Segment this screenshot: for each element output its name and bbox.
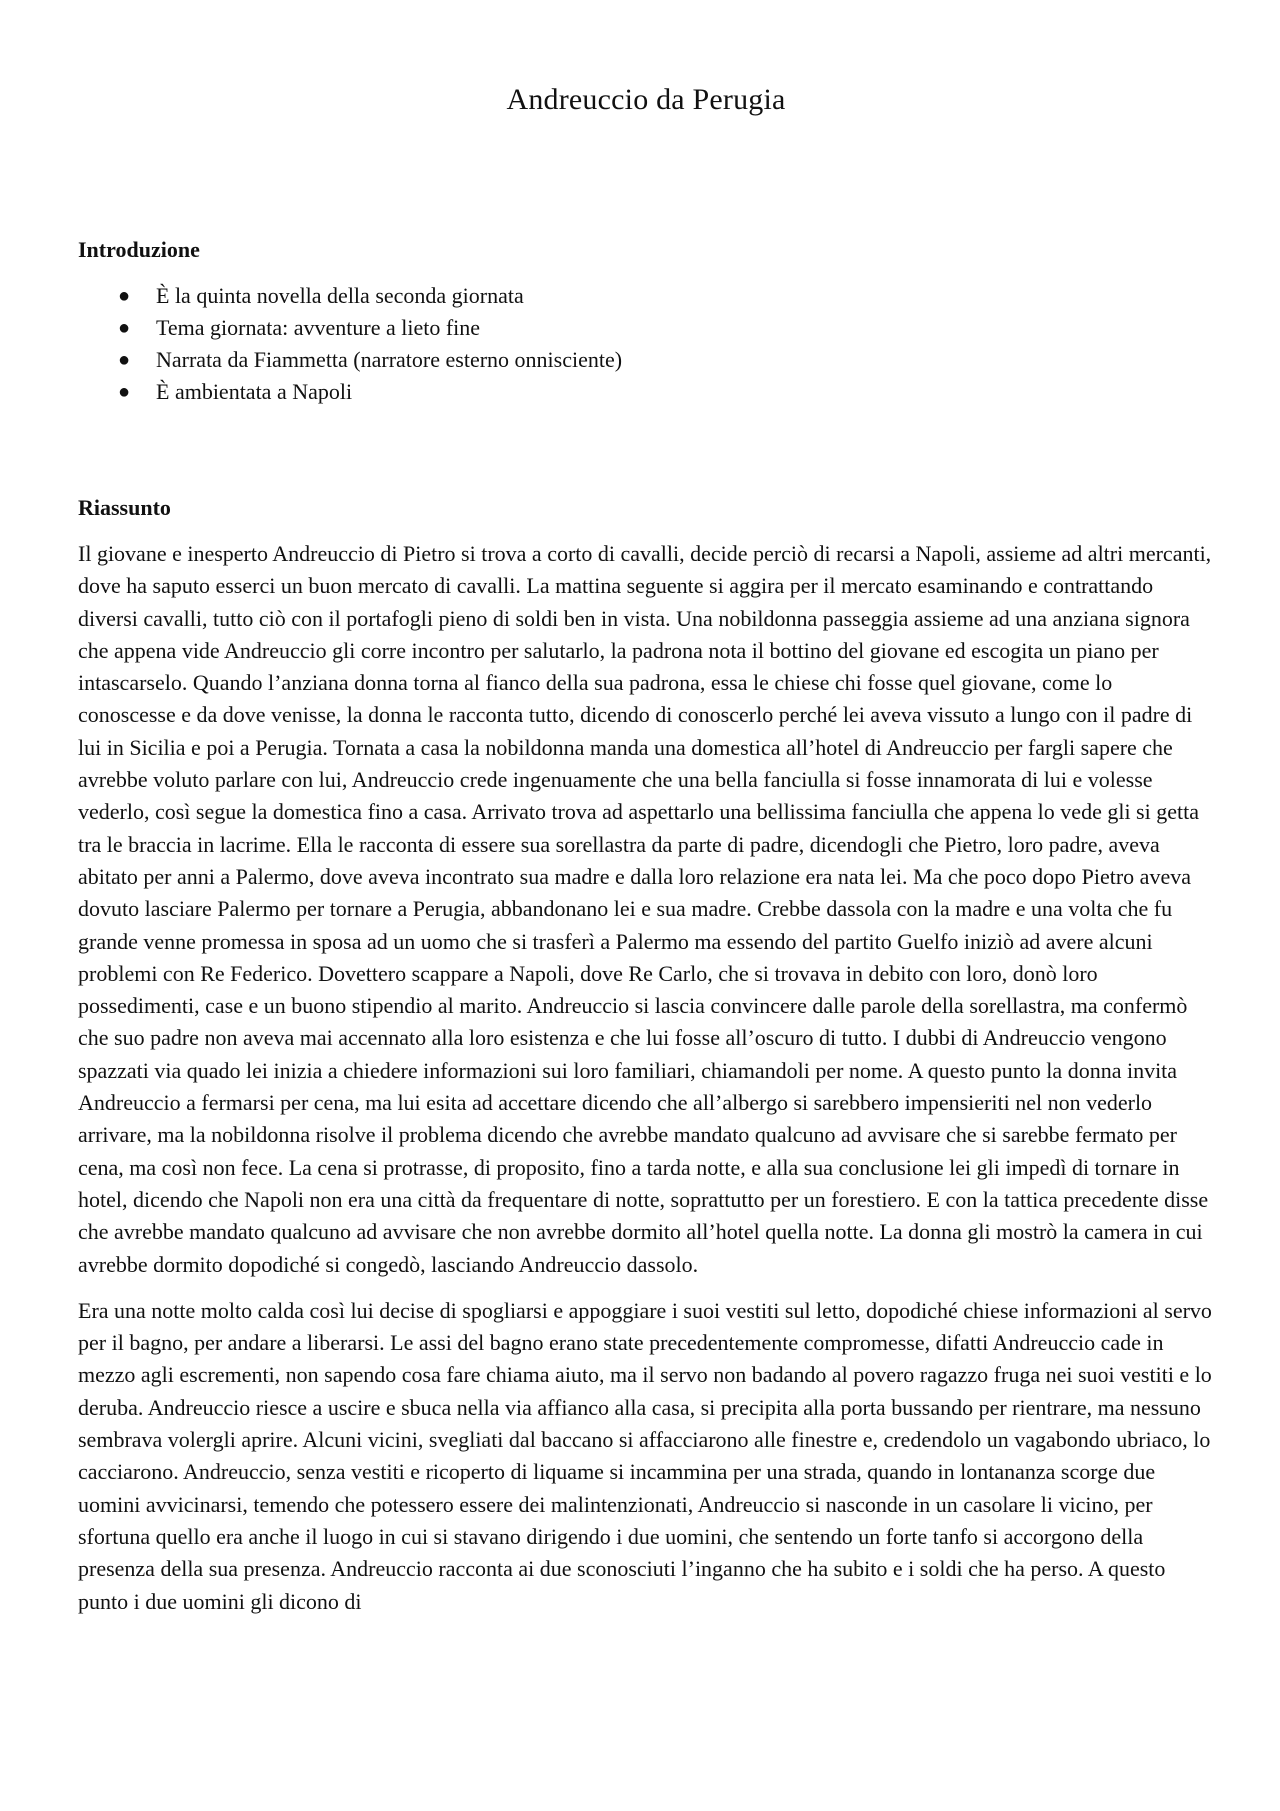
document-page — [78, 76, 1214, 1618]
bullet-icon: ● — [118, 285, 131, 307]
list-item — [78, 312, 1214, 344]
document-title: Andreuccio da Perugia — [506, 83, 786, 116]
list-item-text: Narrata da Fiammetta (narratore esterno onnisciente) — [156, 347, 623, 372]
riassunto-paragraph-1: Il giovane e inesperto Andreuccio di Pietro si trova a corto di cavalli, decide perciò di recarsi a Napoli, assieme ad altri mercanti, dove ha saputo esserci un buon mercato di cavalli. La mattina seguente si aggira per il mercato esaminando e contrattando diversi cavalli, tutto ciò con il portafogli pieno di soldi ben in vista. Una nobildonna passeggia assieme ad una anziana signora che appena vide Andreuccio gli corre incontro per salutarlo, la padrona nota il bottino del giovane ed escogita un piano per intascarselo. Quando l’anziana donna torna al fianco della sua padrona, essa le chiese chi fosse quel giovane, come lo conoscesse e da dove venisse, la donna le racconta tutto, dicendo di conoscerlo perché lei aveva vissuto a lungo con il padre di lui in Sicilia e poi a Perugia. Tornata a casa la nobildonna manda una domestica all’hotel di Andreuccio per fargli sapere che avrebbe voluto parlare con lui, Andreuccio crede ingenuamente che una bella fanciulla si fosse innamorata di lui e volesse vederlo, così segue la domestica fino a casa. Arrivato trova ad aspettarlo una bellissima fanciulla che appena lo vede gli si getta tra le braccia in lacrime. Ella le racconta di essere sua sorellastra da parte di padre, dicendogli che Pietro, loro padre, aveva abitato per anni a Palermo, dove aveva incontrato sua madre e dalla loro relazione era nata lei. Ma che poco dopo Pietro aveva dovuto lasciare Palermo per tornare a Perugia, abbandonano lei e sua madre. Crebbe dassola con la madre e una volta che fu grande venne promessa in sposa ad un uomo che si trasferì a Palermo ma essendo del partito Guelfo iniziò ad avere alcuni problemi con Re Federico. Dovettero scappare a Napoli, dove Re Carlo, che si trovava in debito con loro, donò loro possedimenti, case e un buono stipendio al marito. Andreuccio si lascia convincere dalle parole della sorellastra, ma confermò che suo padre non aveva mai accennato alla loro esistenza e che lui fosse all’oscuro di tutto. I dubbi di Andreuccio vengono spazzati via quado lei inizia a chiedere informazioni sui loro familiari, chiamandoli per nome. A questo punto la donna invita Andreuccio a fermarsi per cena, ma lui esita ad accettare dicendo che all’albergo si sarebbero impensieriti nel non vederlo arrivare, ma la nobildonna risolve il problema dicendo che avrebbe mandato qualcuno ad avvisare che si sarebbe fermato per cena, ma così non fece. La cena si protrasse, di proposito, fino a tarda notte, e alla sua conclusione lei gli impedì di tornare in hotel, dicendo che Napoli non era una città da frequentare di notte, soprattutto per un forestiero. E con la tattica precedente disse che avrebbe mandato qualcuno ad avvisare che non avrebbe dormito all’hotel quella notte. La donna gli mostrò la camera in cui avrebbe dormito dopodiché si congedò, lasciando Andreuccio dassolo. — [78, 541, 1212, 1277]
list-item — [78, 280, 1214, 312]
list-item-text: Tema giornata: avventure a lieto fine — [156, 315, 481, 340]
list-item-text: È la quinta novella della seconda giornata — [156, 283, 524, 308]
bullet-icon: ● — [118, 317, 131, 339]
list-item — [78, 376, 1214, 408]
introduzione-list — [78, 280, 1214, 408]
bullet-icon: ● — [118, 349, 131, 371]
section-heading-riassunto: Riassunto — [78, 495, 171, 520]
bullet-icon: ● — [118, 381, 131, 403]
riassunto-paragraph-2: Era una notte molto calda così lui decise di spogliarsi e appoggiare i suoi vestiti sul letto, dopodiché chiese informazioni al servo per il bagno, per andare a liberarsi. Le assi del bagno erano state precedentemente compromesse, difatti Andreuccio cade in mezzo agli escrementi, non sapendo cosa fare chiama aiuto, ma il servo non badando al povero ragazzo fruga nei suoi vestiti e lo deruba. Andreuccio riesce a uscire e sbuca nella via affianco alla casa, si precipita alla porta bussando per rientrare, ma nessuno sembrava volergli aprire. Alcuni vicini, svegliati dal baccano si affacciarono alle finestre e, credendolo un vagabondo ubriaco, lo cacciarono. Andreuccio, senza vestiti e ricoperto di liquame si incammina per una strada, quando in lontananza scorge due uomini avvicinarsi, temendo che potessero essere dei malintenzionati, Andreuccio si nasconde in un casolare li vicino, per sfortuna quello era anche il luogo in cui si stavano dirigendo i due uomini, che sentendo un forte tanfo si accorgono della presenza della sua presenza. Andreuccio racconta ai due sconosciuti l’inganno che ha subito e i soldi che ha perso. A questo punto i due uomini gli dicono di — [78, 1297, 1212, 1614]
section-heading-introduzione: Introduzione — [78, 237, 200, 262]
list-item-text: È ambientata a Napoli — [156, 379, 353, 404]
list-item — [78, 344, 1214, 376]
